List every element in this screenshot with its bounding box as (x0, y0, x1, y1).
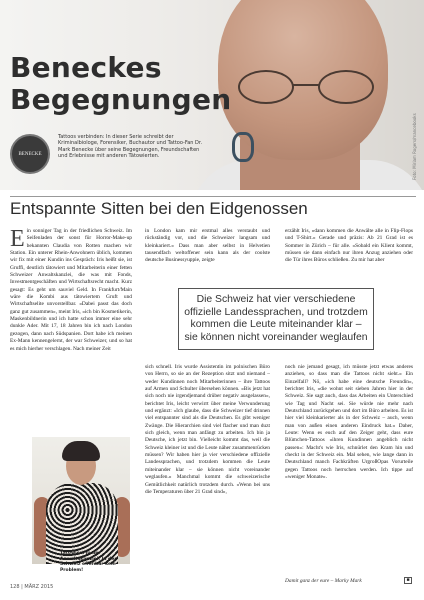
article-column-2-bottom: sich schnell. Iris wurde Assistentin im polnischen Büro von Herrn, so sie an der Rezeption sitzt und niemand – weder Kundinnen noch Mitarbeiterinnen – ihre Tattoos auf Armen und Schulter übersehen können. «Bis jetzt hat sich noch nie irgendjemand drüber negativ ausgelassen», berichtet Iris, leicht verwirrt über meine Verwunderung und ergänzt: «Ich glaube, dass die Schweizer tief drinnen viel entspannter sind als die Deutschen. Es gibt weniger Zwänge. Die Hierarchien sind viel flacher und man duzt sich gleich, wenn man anfängt zu arbeiten. Ich bin ja Deutsche, ich jetzt bin. Vielleicht kommt das, weil die Schweiz kleiner ist und die Leute näher zusammenrücken müssen? Wir haben hier ja vier verschiedene offizielle Landessprachen, und trotzdem kommen die Leute miteinander klar – sie können nicht voreinander weglaufen.» Manchmal kommt die schweizerische Gemütlichkeit natürlich trotzdem durch. «Wenn bei uns die Temperaturen über 21 Grad sind», (145, 364, 270, 495)
series-title (10, 52, 231, 116)
article-subtitle: Entspannte Sitten bei den Eidgenossen (10, 196, 416, 219)
interviewee-hair (62, 441, 100, 461)
series-intro (10, 134, 210, 180)
series-title-line2: Begegnungen (10, 83, 232, 116)
photo-caption: Tätowiert in der Anwaltskanzlei: In der Schweiz offenbar kein Problem! (60, 551, 117, 573)
article-column-2-top: in London kam mir erstmal alles verstaubt und rückständig vor, und die Schweizer langsam und kleinkariert.» Dass man aber selbst in Helvetien tausendfach weltoffener sein kann als der coolste deutsche Businessyuppie, zeigte (145, 228, 270, 264)
neck-tattoo (232, 132, 254, 162)
interviewee-photo (32, 437, 130, 564)
series-title-line1: Beneckes (10, 51, 162, 84)
pull-quote: Die Schweiz hat vier verschiedene offizielle Landessprachen, und trotzdem kommen die Leute miteinander klar – sie können nicht voreinander weglaufen (178, 288, 374, 350)
article-column-3-bottom: noch nie jemand gesagt, ich müsste jetzt etwas anderes anziehen, so dass man die Tattoos nicht sieht.» Ein Einzelfall? Nö, «ich habe eine deutsche Freundin», berichtet Iris, «die wohnt seit sieben Jahren hier in der Schweiz. Sie sagt auch, dass das Arbeiten ein Unterschied wie Tag und Nacht sei. Sie würde nie mehr nach Deutschland zurückgehen und dort im Büro arbeiten. Es ist hier viel kleinkarierter als in der Schweiz – auch, wenn man von außen einen anderen Eindruck hat.» Daher, Leute: Wenn es euch auf den Zeiger geht, dass eure Blümchen-Tattoos «ihren Kundinnen angeblich nicht passen»: Macht's wie Iris, schnürlet den Kram hin und checkt in der Schweiz ein. Mal sehen, wie lange dann in Deutschland manch Fachkräften UrgroßOpas Vorurteile gegen Tattoos noch herrschen werden. Ich tippe auf «weniger Monate». (285, 364, 413, 481)
hero-portrait-photo (0, 0, 424, 190)
photo-credit: Foto: Miriam Rogers/mancebooks (412, 113, 417, 180)
end-mark-icon: ■ (404, 577, 412, 584)
article-column-3-top: erzählt Iris, «dann kommen die Anwälte alle in Flip-Flops und T-Shirt.» Gerade und präzis: Ab 21 Grad ist es Sommer in Zürich – für alle. «Sobald ein Klient kommt, müssen sie dann einfach nur ihren Anzug anziehen oder die Tür ihres Büros schließen. Zu mir hat aber (285, 228, 413, 264)
skull-logo-icon (10, 134, 50, 174)
portrait-glasses (238, 70, 388, 106)
article-signoff: Damit ganz der eure – Marky Mark (285, 578, 362, 584)
drop-cap: E (10, 226, 25, 252)
article-column-1 (10, 228, 132, 353)
column-1-text: in sonniger Tag in der friedlichen Schweiz. Im Seifenladen der sonst für Horror-Make-up bekannten Claudia von Rotten machen wir Station. Ein unterer Rhein-Anwohnern üblich, kommen wir fix mit einer Kundin ins Gespräch: Iris heißt sie, ist Gruffi, deutlich tätowiert und Mitarbeiterin einer fetten Schweizer Anwaltskanzlei, die was mit Fonds, Investmentgeschäften und Wirtschaftsrecht macht. Kurz gesagt: Es geht um sauviel Geld. In Frankfurt/Main wäre die Kombi aus tätowiertem Gruft und Wirtschaftselite unvorstellbar. «Dabei passt das doch ganz gut zusammen», meint Iris, «ich bin Kosmetikerin, Maskenbildnerin und ich hatte schon immer eine sehr dunkle Ader. Mit 17, 18 Jahren bin ich nach London gezogen, dann nach Südspanien. Dort habe ich meinen Ex-Mann kennengelernt, der war Schweizer, und so hat es mich hierher verschlagen. Nach meiner Zeit (10, 228, 132, 352)
logo-text: BENECKE (18, 151, 42, 157)
page-folio: 128 | MÄRZ 2015 (10, 584, 54, 590)
intro-text: Tattoos verbinden: In dieser Serie schreibt der Kriminalbiologe, Forensiker, Buchautor und Tattoo-Fan Dr. Mark Benecke über seine Begegnungen, Freundschaften und Erlebnisse mit anderen Tätowierten. (58, 134, 203, 159)
